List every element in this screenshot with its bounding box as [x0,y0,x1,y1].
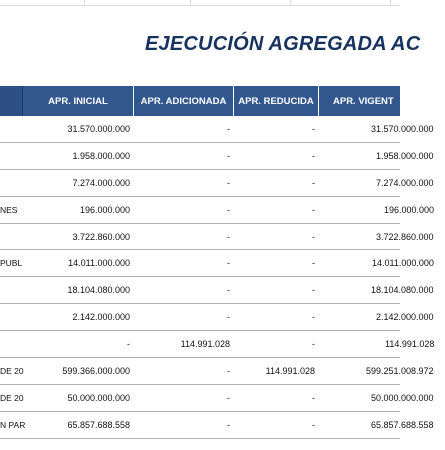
apr-inicial-cell[interactable]: 14.011.000.000 [68,258,130,269]
apr-vigente-cell[interactable] [318,385,434,411]
header-cell-apr-vigente[interactable]: APR. VIGENT [318,86,400,116]
apr-inicial-cell[interactable]: 196.000.000 [79,204,130,215]
apr-vigente-cell[interactable] [318,197,435,223]
apr-vigente-cell[interactable] [318,170,434,196]
apr-reducida-cell[interactable]: - [312,285,315,296]
table-body [0,116,435,439]
apr-inicial-cell[interactable]: 1.958.000.000 [72,150,130,161]
apr-adicionada-cell[interactable]: - [227,365,230,376]
apr-inicial-cell[interactable]: 7.274.000.000 [72,177,130,188]
table-row [0,304,434,331]
gridline [190,0,191,5]
apr-vigente-cell[interactable] [318,116,434,142]
apr-reducida-cell[interactable]: - [312,123,315,134]
apr-reducida-cell[interactable]: - [312,312,315,323]
apr-vigente-value: 114.991.028 [385,339,435,350]
column-gridlines [0,0,400,6]
row-name-cell[interactable] [0,170,38,196]
table-row [0,250,434,277]
table-row [0,197,435,224]
apr-reducida-cell[interactable]: - [312,392,315,403]
apr-inicial-cell[interactable]: 3.722.860.000 [72,231,130,242]
apr-vigente-cell[interactable] [318,224,434,250]
apr-vigente-value: 1.958.000.000 [376,150,434,161]
apr-vigente-value: 599.251.008.972 [366,365,434,376]
row-name-cell[interactable] [0,224,38,250]
apr-vigente-cell[interactable] [318,304,434,330]
row-name-cell[interactable] [0,116,38,142]
header-cell-apr-reducida[interactable]: APR. REDUCIDA [233,86,318,116]
apr-inicial-cell[interactable]: 65.857.688.558 [67,419,130,430]
apr-vigente-cell[interactable] [318,331,435,357]
row-name-cell[interactable] [0,304,38,330]
apr-vigente-cell[interactable] [318,412,434,438]
apr-inicial-cell[interactable]: 599.366.000.000 [62,365,130,376]
apr-adicionada-cell[interactable]: - [227,150,230,161]
gridline [390,0,391,5]
apr-adicionada-cell[interactable]: 114.991.028 [180,339,230,350]
table-row [0,224,434,251]
apr-adicionada-cell[interactable]: - [227,258,230,269]
row-name-cell[interactable] [0,331,38,357]
table-row [0,116,434,143]
apr-reducida-cell[interactable]: - [312,204,315,215]
apr-inicial-cell[interactable]: 50.000.000.000 [67,392,130,403]
table-row [0,170,434,197]
apr-adicionada-cell[interactable]: - [227,285,230,296]
apr-vigente-cell[interactable] [318,143,434,169]
row-name-cell[interactable] [0,277,38,303]
gridline [290,0,291,5]
apr-vigente-cell[interactable] [318,250,434,276]
apr-adicionada-cell[interactable]: - [227,123,230,134]
apr-vigente-value: 65.857.688.558 [371,419,434,430]
apr-adicionada-cell[interactable]: - [227,177,230,188]
apr-reducida-cell[interactable]: - [312,177,315,188]
table-row [0,385,434,412]
apr-vigente-value: 50.000.000.000 [371,392,434,403]
apr-reducida-cell[interactable]: 114.991.028 [265,365,315,376]
apr-adicionada-cell[interactable]: - [227,419,230,430]
apr-reducida-cell[interactable]: - [312,231,315,242]
table-row [0,277,434,304]
apr-reducida-cell[interactable]: - [312,419,315,430]
table-row [0,331,435,358]
apr-vigente-value: 14.011.000.000 [372,258,434,269]
apr-vigente-value: 31.570.000.000 [371,123,434,134]
row-name-cell[interactable]: N PAR [0,419,26,430]
header-cell-apr-inicial[interactable]: APR. INICIAL [48,95,108,107]
gridline [84,0,85,5]
apr-reducida-cell[interactable]: - [312,258,315,269]
apr-inicial-cell[interactable]: - [127,339,130,350]
apr-adicionada-cell[interactable]: - [227,204,230,215]
table-row [0,358,434,385]
apr-vigente-value: 2.142.000.000 [376,312,434,323]
row-name-cell[interactable]: NES [0,204,18,215]
apr-vigente-value: 196.000.000 [384,204,435,215]
apr-inicial-cell[interactable]: 31.570.000.000 [67,123,130,134]
sheet-title: EJECUCIÓN AGREGADA AC [145,33,421,55]
apr-reducida-cell[interactable]: - [312,339,315,350]
row-name-cell[interactable] [0,143,38,169]
apr-inicial-cell[interactable]: 18.104.080.000 [67,285,130,296]
table-row [0,412,434,439]
apr-vigente-value: 7.274.000.000 [376,177,434,188]
apr-vigente-value: 18.104.080.000 [371,285,434,296]
header-cell-name[interactable] [0,86,23,116]
apr-vigente-cell[interactable] [318,358,434,384]
table-row [0,143,434,170]
apr-adicionada-cell[interactable]: - [227,312,230,323]
table-header [0,86,400,116]
apr-inicial-cell[interactable]: 2.142.000.000 [72,312,130,323]
apr-vigente-value: 3.722.860.000 [376,231,434,242]
header-cell-apr-adicionada[interactable]: APR. ADICIONADA [133,86,233,116]
row-name-cell[interactable]: PUBL [0,258,23,269]
row-name-cell[interactable]: DE 20 [0,392,24,403]
apr-vigente-cell[interactable] [318,277,434,303]
apr-reducida-cell[interactable]: - [312,150,315,161]
row-name-cell[interactable]: DE 20 [0,365,24,376]
apr-adicionada-cell[interactable]: - [227,231,230,242]
apr-adicionada-cell[interactable]: - [227,392,230,403]
